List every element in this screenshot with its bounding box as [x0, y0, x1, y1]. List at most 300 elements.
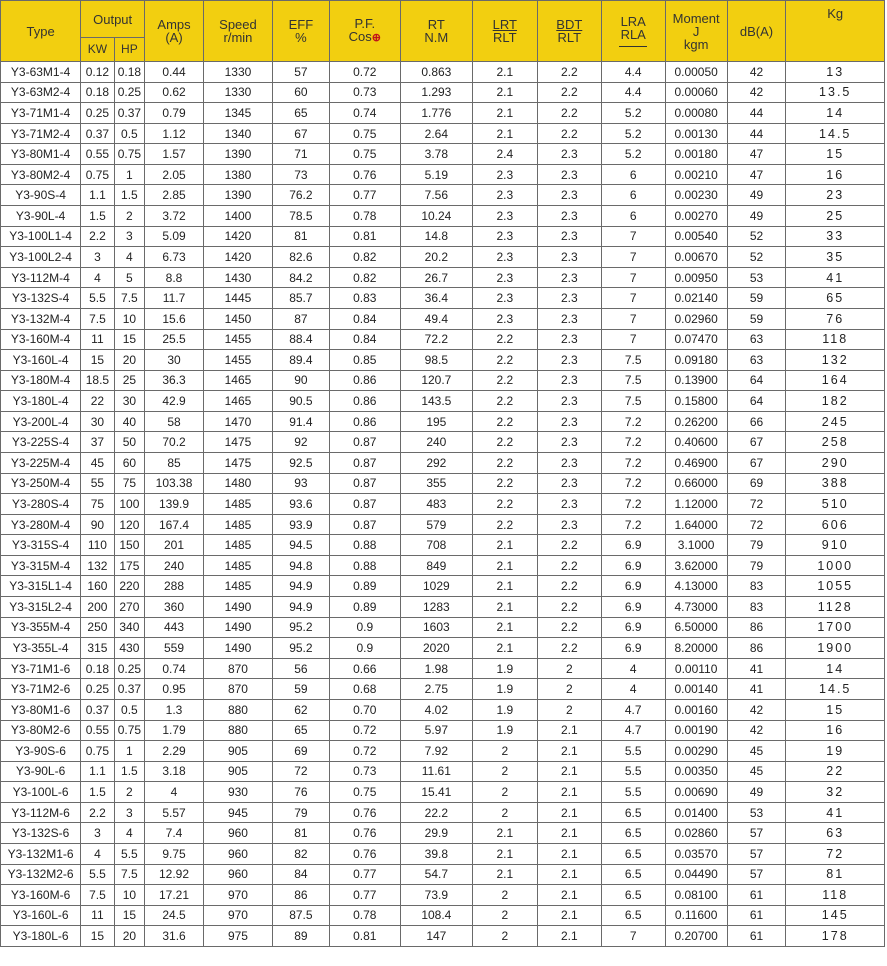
cell-hp: 150 [114, 535, 144, 556]
cell-speed: 905 [203, 741, 272, 762]
cell-eff: 94.9 [272, 597, 329, 618]
cell-lra: 7.5 [601, 391, 665, 412]
cell-speed: 870 [203, 679, 272, 700]
cell-amps: 24.5 [145, 905, 204, 926]
cell-speed: 880 [203, 720, 272, 741]
cell-lra: 6 [601, 185, 665, 206]
table-row [1, 802, 885, 823]
cell-weight: 910 [786, 535, 885, 556]
cell-lrt: 2.1 [472, 62, 537, 83]
cell-rated-torque: 147 [400, 926, 472, 947]
cell-moment: 8.20000 [665, 638, 727, 659]
cell-moment: 0.00060 [665, 82, 727, 103]
cell-eff: 92 [272, 432, 329, 453]
cell-lrt: 2.2 [472, 473, 537, 494]
cell-speed: 1390 [203, 144, 272, 165]
cell-lra: 6.9 [601, 617, 665, 638]
cell-bdt: 2.3 [537, 308, 601, 329]
cell-eff: 59 [272, 679, 329, 700]
cell-noise: 59 [727, 308, 786, 329]
cell-type: Y3-132S-4 [1, 288, 81, 309]
cell-noise: 45 [727, 761, 786, 782]
cell-type: Y3-225M-4 [1, 452, 81, 473]
cell-speed: 1470 [203, 411, 272, 432]
cell-lra: 7.2 [601, 473, 665, 494]
cell-kw: 30 [81, 411, 114, 432]
header-bdt: BDT RLT [537, 1, 601, 62]
cell-eff: 79 [272, 802, 329, 823]
cell-lra: 7 [601, 267, 665, 288]
cell-rated-torque: 72.2 [400, 329, 472, 350]
cell-bdt: 2.1 [537, 885, 601, 906]
table-row [1, 823, 885, 844]
cell-rated-torque: 579 [400, 514, 472, 535]
cell-moment: 0.01400 [665, 802, 727, 823]
cell-moment: 0.66000 [665, 473, 727, 494]
cell-pf: 0.86 [329, 391, 400, 412]
cell-amps: 5.57 [145, 802, 204, 823]
table-row [1, 411, 885, 432]
cell-weight: 33 [786, 226, 885, 247]
cell-hp: 15 [114, 905, 144, 926]
cell-eff: 82 [272, 843, 329, 864]
table-row [1, 699, 885, 720]
cell-lrt: 2.2 [472, 391, 537, 412]
table-row [1, 144, 885, 165]
cell-amps: 2.05 [145, 164, 204, 185]
cell-lra: 5.5 [601, 782, 665, 803]
cell-hp: 40 [114, 411, 144, 432]
cell-speed: 1420 [203, 226, 272, 247]
cell-lrt: 2.4 [472, 144, 537, 165]
cell-amps: 15.6 [145, 308, 204, 329]
cell-eff: 84.2 [272, 267, 329, 288]
cell-lrt: 2.1 [472, 843, 537, 864]
cell-eff: 82.6 [272, 247, 329, 268]
header-moment: Moment J kgm [665, 1, 727, 62]
cell-noise: 66 [727, 411, 786, 432]
cell-weight: 182 [786, 391, 885, 412]
cell-pf: 0.72 [329, 62, 400, 83]
cell-amps: 58 [145, 411, 204, 432]
cell-lra: 6.9 [601, 576, 665, 597]
cell-eff: 78.5 [272, 206, 329, 227]
cell-hp: 10 [114, 885, 144, 906]
cell-moment: 0.20700 [665, 926, 727, 947]
cell-lrt: 2 [472, 802, 537, 823]
cell-lrt: 2 [472, 741, 537, 762]
cell-speed: 1485 [203, 494, 272, 515]
cell-moment: 4.13000 [665, 576, 727, 597]
cell-rated-torque: 5.19 [400, 164, 472, 185]
cell-moment: 0.02140 [665, 288, 727, 309]
cell-weight: 1055 [786, 576, 885, 597]
cell-weight: 14 [786, 658, 885, 679]
cell-hp: 15 [114, 329, 144, 350]
cell-rated-torque: 98.5 [400, 350, 472, 371]
cell-pf: 0.77 [329, 885, 400, 906]
cell-eff: 57 [272, 62, 329, 83]
cell-rated-torque: 3.78 [400, 144, 472, 165]
cell-type: Y3-355M-4 [1, 617, 81, 638]
cell-speed: 1430 [203, 267, 272, 288]
cell-kw: 18.5 [81, 370, 114, 391]
cell-lra: 5.5 [601, 741, 665, 762]
cell-speed: 1455 [203, 329, 272, 350]
cell-noise: 86 [727, 617, 786, 638]
cell-kw: 132 [81, 555, 114, 576]
cell-noise: 47 [727, 144, 786, 165]
cell-lrt: 2.3 [472, 308, 537, 329]
cell-kw: 7.5 [81, 308, 114, 329]
cell-weight: 63 [786, 823, 885, 844]
cell-speed: 1465 [203, 391, 272, 412]
header-rated-torque: RT N.M [400, 1, 472, 62]
cell-noise: 69 [727, 473, 786, 494]
cell-lra: 5.5 [601, 761, 665, 782]
cell-rated-torque: 73.9 [400, 885, 472, 906]
cell-weight: 245 [786, 411, 885, 432]
cell-bdt: 2.3 [537, 267, 601, 288]
cell-speed: 1340 [203, 123, 272, 144]
cell-amps: 3.18 [145, 761, 204, 782]
header-lra: LRA RLA [601, 1, 665, 62]
cell-weight: 35 [786, 247, 885, 268]
cell-type: Y3-71M1-4 [1, 103, 81, 124]
cell-lrt: 2 [472, 782, 537, 803]
cell-moment: 0.15800 [665, 391, 727, 412]
cell-speed: 1490 [203, 597, 272, 618]
cell-amps: 0.44 [145, 62, 204, 83]
cell-bdt: 2 [537, 679, 601, 700]
cell-weight: 16 [786, 720, 885, 741]
cell-bdt: 2.1 [537, 843, 601, 864]
cell-hp: 5 [114, 267, 144, 288]
cell-pf: 0.84 [329, 308, 400, 329]
cell-bdt: 2.3 [537, 206, 601, 227]
cell-bdt: 2.3 [537, 370, 601, 391]
cell-speed: 1490 [203, 638, 272, 659]
cell-kw: 4 [81, 843, 114, 864]
cell-eff: 72 [272, 761, 329, 782]
cell-type: Y3-80M1-6 [1, 699, 81, 720]
cell-type: Y3-80M1-4 [1, 144, 81, 165]
cell-lrt: 2.3 [472, 185, 537, 206]
cell-kw: 11 [81, 329, 114, 350]
cell-pf: 0.9 [329, 617, 400, 638]
cell-pf: 0.70 [329, 699, 400, 720]
cell-amps: 0.95 [145, 679, 204, 700]
cell-kw: 37 [81, 432, 114, 453]
cell-hp: 1.5 [114, 761, 144, 782]
cell-rated-torque: 143.5 [400, 391, 472, 412]
cell-bdt: 2.3 [537, 144, 601, 165]
cell-type: Y3-160M-4 [1, 329, 81, 350]
cell-hp: 60 [114, 452, 144, 473]
cell-bdt: 2.2 [537, 576, 601, 597]
cell-hp: 1.5 [114, 185, 144, 206]
cell-hp: 0.75 [114, 144, 144, 165]
cell-lrt: 1.9 [472, 720, 537, 741]
cell-rated-torque: 1.776 [400, 103, 472, 124]
cell-pf: 0.87 [329, 514, 400, 535]
cell-bdt: 2.1 [537, 926, 601, 947]
cell-bdt: 2.1 [537, 720, 601, 741]
cell-bdt: 2.2 [537, 555, 601, 576]
cell-weight: 178 [786, 926, 885, 947]
cell-rated-torque: 7.92 [400, 741, 472, 762]
cell-amps: 70.2 [145, 432, 204, 453]
cell-speed: 1400 [203, 206, 272, 227]
cell-speed: 1485 [203, 555, 272, 576]
cell-kw: 3 [81, 247, 114, 268]
cell-lrt: 1.9 [472, 679, 537, 700]
cell-weight: 118 [786, 885, 885, 906]
cell-eff: 62 [272, 699, 329, 720]
cell-amps: 103.38 [145, 473, 204, 494]
cell-type: Y3-80M2-4 [1, 164, 81, 185]
cell-lra: 7.2 [601, 452, 665, 473]
cell-speed: 1490 [203, 617, 272, 638]
cell-bdt: 2.1 [537, 741, 601, 762]
cell-rated-torque: 1.293 [400, 82, 472, 103]
cell-moment: 0.00110 [665, 658, 727, 679]
cell-bdt: 2.3 [537, 494, 601, 515]
cell-lra: 7 [601, 288, 665, 309]
cell-bdt: 2.1 [537, 782, 601, 803]
cell-pf: 0.76 [329, 843, 400, 864]
cell-bdt: 2.1 [537, 761, 601, 782]
cell-moment: 0.00080 [665, 103, 727, 124]
cell-weight: 81 [786, 864, 885, 885]
cell-lrt: 2.2 [472, 494, 537, 515]
table-row [1, 843, 885, 864]
cell-weight: 14 [786, 103, 885, 124]
cell-kw: 200 [81, 597, 114, 618]
cell-lra: 6.9 [601, 597, 665, 618]
table-row [1, 62, 885, 83]
cell-amps: 12.92 [145, 864, 204, 885]
cell-weight: 15 [786, 699, 885, 720]
cell-eff: 60 [272, 82, 329, 103]
cell-hp: 3 [114, 802, 144, 823]
cell-noise: 49 [727, 185, 786, 206]
cell-pf: 0.87 [329, 473, 400, 494]
cell-type: Y3-250M-4 [1, 473, 81, 494]
cell-noise: 79 [727, 535, 786, 556]
cell-noise: 45 [727, 741, 786, 762]
cell-speed: 1480 [203, 473, 272, 494]
cell-noise: 53 [727, 267, 786, 288]
cell-lra: 6 [601, 206, 665, 227]
cell-amps: 6.73 [145, 247, 204, 268]
cell-weight: 606 [786, 514, 885, 535]
cell-weight: 76 [786, 308, 885, 329]
cell-type: Y3-112M-6 [1, 802, 81, 823]
cell-amps: 1.12 [145, 123, 204, 144]
cell-weight: 13 [786, 62, 885, 83]
cell-weight: 1700 [786, 617, 885, 638]
cell-lrt: 2.1 [472, 597, 537, 618]
cell-lra: 6.5 [601, 802, 665, 823]
cell-pf: 0.68 [329, 679, 400, 700]
cell-pf: 0.73 [329, 82, 400, 103]
cell-bdt: 2.3 [537, 452, 601, 473]
cell-moment: 0.00950 [665, 267, 727, 288]
cell-hp: 0.18 [114, 62, 144, 83]
cell-noise: 42 [727, 62, 786, 83]
cell-lrt: 2.3 [472, 288, 537, 309]
cell-bdt: 2.3 [537, 164, 601, 185]
cell-eff: 88.4 [272, 329, 329, 350]
cell-type: Y3-180L-4 [1, 391, 81, 412]
header-lrt: LRT RLT [472, 1, 537, 62]
table-row [1, 432, 885, 453]
cell-eff: 95.2 [272, 638, 329, 659]
cell-noise: 72 [727, 494, 786, 515]
cell-weight: 510 [786, 494, 885, 515]
header-amps: Amps (A) [145, 1, 204, 62]
cell-type: Y3-160L-4 [1, 350, 81, 371]
cell-kw: 15 [81, 350, 114, 371]
table-row [1, 885, 885, 906]
cell-kw: 0.12 [81, 62, 114, 83]
cell-speed: 1380 [203, 164, 272, 185]
cell-weight: 13.5 [786, 82, 885, 103]
cell-lrt: 2.2 [472, 350, 537, 371]
cell-moment: 0.02960 [665, 308, 727, 329]
cell-noise: 52 [727, 247, 786, 268]
cell-amps: 288 [145, 576, 204, 597]
table-row [1, 288, 885, 309]
cell-type: Y3-200L-4 [1, 411, 81, 432]
cell-lrt: 2.3 [472, 226, 537, 247]
table-row [1, 905, 885, 926]
cell-hp: 20 [114, 926, 144, 947]
cell-type: Y3-90S-6 [1, 741, 81, 762]
cell-type: Y3-90S-4 [1, 185, 81, 206]
cell-speed: 1485 [203, 535, 272, 556]
cell-lrt: 2.1 [472, 82, 537, 103]
cell-moment: 0.00540 [665, 226, 727, 247]
cell-bdt: 2.2 [537, 535, 601, 556]
cell-moment: 3.62000 [665, 555, 727, 576]
table-row [1, 658, 885, 679]
cell-moment: 0.00160 [665, 699, 727, 720]
cell-rated-torque: 4.02 [400, 699, 472, 720]
cell-type: Y3-315M-4 [1, 555, 81, 576]
cell-pf: 0.86 [329, 370, 400, 391]
cell-pf: 0.9 [329, 638, 400, 659]
cell-bdt: 2.3 [537, 411, 601, 432]
cell-type: Y3-90L-6 [1, 761, 81, 782]
cell-speed: 880 [203, 699, 272, 720]
cell-rated-torque: 5.97 [400, 720, 472, 741]
table-row [1, 761, 885, 782]
cell-speed: 1345 [203, 103, 272, 124]
table-row [1, 247, 885, 268]
cell-kw: 4 [81, 267, 114, 288]
cell-amps: 443 [145, 617, 204, 638]
cell-speed: 1330 [203, 82, 272, 103]
cell-eff: 73 [272, 164, 329, 185]
cell-lrt: 2.3 [472, 267, 537, 288]
cell-speed: 1420 [203, 247, 272, 268]
cell-moment: 0.09180 [665, 350, 727, 371]
cell-lra: 7.2 [601, 514, 665, 535]
cell-amps: 7.4 [145, 823, 204, 844]
table-row [1, 679, 885, 700]
header-type: Type [1, 1, 81, 62]
cell-amps: 17.21 [145, 885, 204, 906]
cell-pf: 0.74 [329, 103, 400, 124]
cell-bdt: 2.3 [537, 514, 601, 535]
cell-moment: 0.00050 [665, 62, 727, 83]
cell-type: Y3-100L2-4 [1, 247, 81, 268]
cell-eff: 95.2 [272, 617, 329, 638]
cell-rated-torque: 7.56 [400, 185, 472, 206]
cell-speed: 1485 [203, 514, 272, 535]
cell-kw: 0.18 [81, 82, 114, 103]
cell-rated-torque: 1.98 [400, 658, 472, 679]
cell-pf: 0.86 [329, 411, 400, 432]
cell-type: Y3-315L2-4 [1, 597, 81, 618]
cell-noise: 57 [727, 864, 786, 885]
cell-moment: 1.64000 [665, 514, 727, 535]
cell-bdt: 2.2 [537, 638, 601, 659]
cell-amps: 36.3 [145, 370, 204, 391]
cell-rated-torque: 15.41 [400, 782, 472, 803]
cell-amps: 240 [145, 555, 204, 576]
cell-lrt: 2.2 [472, 514, 537, 535]
cell-lrt: 2.1 [472, 638, 537, 659]
cell-weight: 290 [786, 452, 885, 473]
cell-bdt: 2.2 [537, 617, 601, 638]
cell-weight: 258 [786, 432, 885, 453]
table-row [1, 329, 885, 350]
cell-weight: 1000 [786, 555, 885, 576]
cell-lrt: 2 [472, 926, 537, 947]
cell-speed: 1390 [203, 185, 272, 206]
cell-amps: 360 [145, 597, 204, 618]
cell-moment: 0.00180 [665, 144, 727, 165]
cell-type: Y3-112M-4 [1, 267, 81, 288]
cell-lrt: 2.3 [472, 164, 537, 185]
cell-rated-torque: 355 [400, 473, 472, 494]
cell-kw: 0.75 [81, 164, 114, 185]
cell-moment: 0.00130 [665, 123, 727, 144]
cell-noise: 83 [727, 576, 786, 597]
cell-hp: 0.25 [114, 658, 144, 679]
cell-amps: 167.4 [145, 514, 204, 535]
cell-lra: 6.9 [601, 535, 665, 556]
cell-weight: 41 [786, 802, 885, 823]
cell-lra: 5.2 [601, 123, 665, 144]
cell-weight: 23 [786, 185, 885, 206]
cell-lrt: 2.3 [472, 247, 537, 268]
cell-kw: 0.55 [81, 144, 114, 165]
cell-moment: 1.12000 [665, 494, 727, 515]
cell-rated-torque: 54.7 [400, 864, 472, 885]
cell-noise: 52 [727, 226, 786, 247]
cell-hp: 5.5 [114, 843, 144, 864]
cell-lra: 7 [601, 247, 665, 268]
cell-type: Y3-132S-6 [1, 823, 81, 844]
cell-pf: 0.76 [329, 823, 400, 844]
cell-eff: 92.5 [272, 452, 329, 473]
cell-hp: 1 [114, 164, 144, 185]
cell-rated-torque: 120.7 [400, 370, 472, 391]
